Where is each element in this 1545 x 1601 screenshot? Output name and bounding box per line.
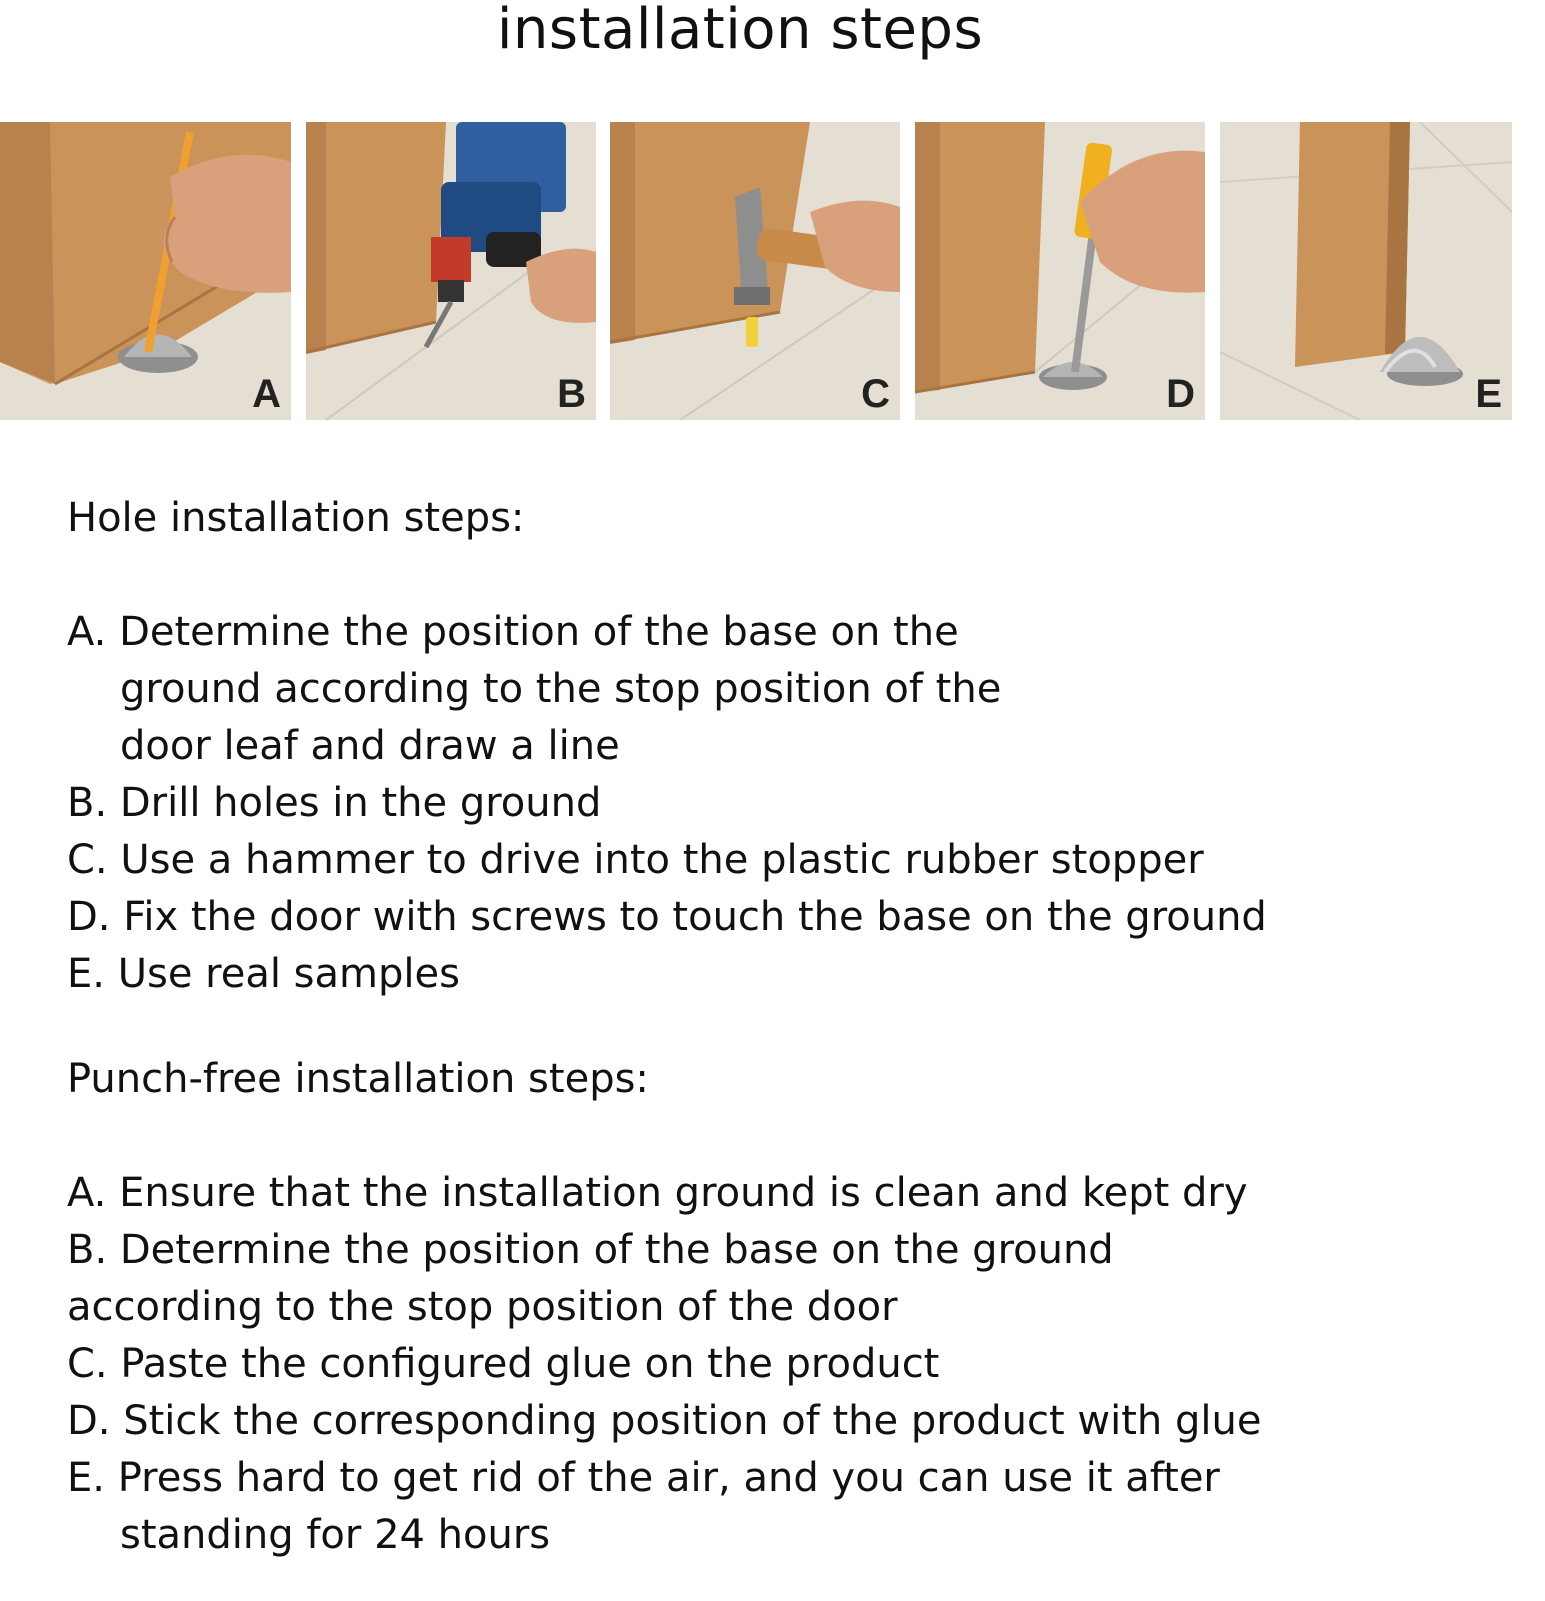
step-letter-b: B [557,372,586,416]
hole-installation-heading: Hole installation steps: [67,495,525,541]
hammer-icon [610,122,900,420]
photo-step-e [1220,122,1512,420]
page-title: installation steps [496,0,984,62]
door-stopper-icon [1220,122,1512,420]
list-item: B. Drill holes in the ground [67,780,602,826]
photo-step-a [0,122,291,420]
drill-icon [306,122,596,420]
hole-installation-section [67,490,1507,1003]
punch-free-installation-steps-last [67,1450,1287,1564]
photo-step-b [306,122,596,420]
photo-step-c [610,122,900,420]
list-item: B. Determine the position of the base on the ground [67,1227,1114,1273]
step-letter-e: E [1475,372,1502,416]
hole-installation-steps [67,604,1067,775]
list-item: according to the stop position of the door [67,1284,898,1330]
list-item: E. Press hard to get rid of the air, and you can use it after standing for 24 hours [67,1455,1220,1558]
list-item: E. Use real samples [67,951,460,997]
punch-free-installation-steps [67,1165,1507,1450]
punch-free-installation-heading: Punch-free installation steps: [67,1056,649,1102]
list-item: C. Use a hammer to drive into the plastic rubber stopper [67,837,1204,883]
list-item: A. Determine the position of the base on the ground according to the stop position of the door leaf and draw a line [67,609,1002,769]
pencil-icon [0,122,291,420]
list-item: D. Fix the door with screws to touch the base on the ground [67,894,1267,940]
step-letter-d: D [1166,372,1195,416]
punch-free-installation-section [67,1051,1507,1564]
list-item: A. Ensure that the installation ground is clean and kept dry [67,1170,1248,1216]
step-letter-a: A [252,372,281,416]
installation-photo-strip [0,122,1545,420]
step-letter-c: C [861,372,890,416]
hole-installation-steps-rest [67,775,1507,1003]
screwdriver-icon [915,122,1205,420]
photo-step-d [915,122,1205,420]
list-item: C. Paste the configured glue on the product [67,1341,940,1387]
list-item: D. Stick the corresponding position of the product with glue [67,1398,1262,1444]
